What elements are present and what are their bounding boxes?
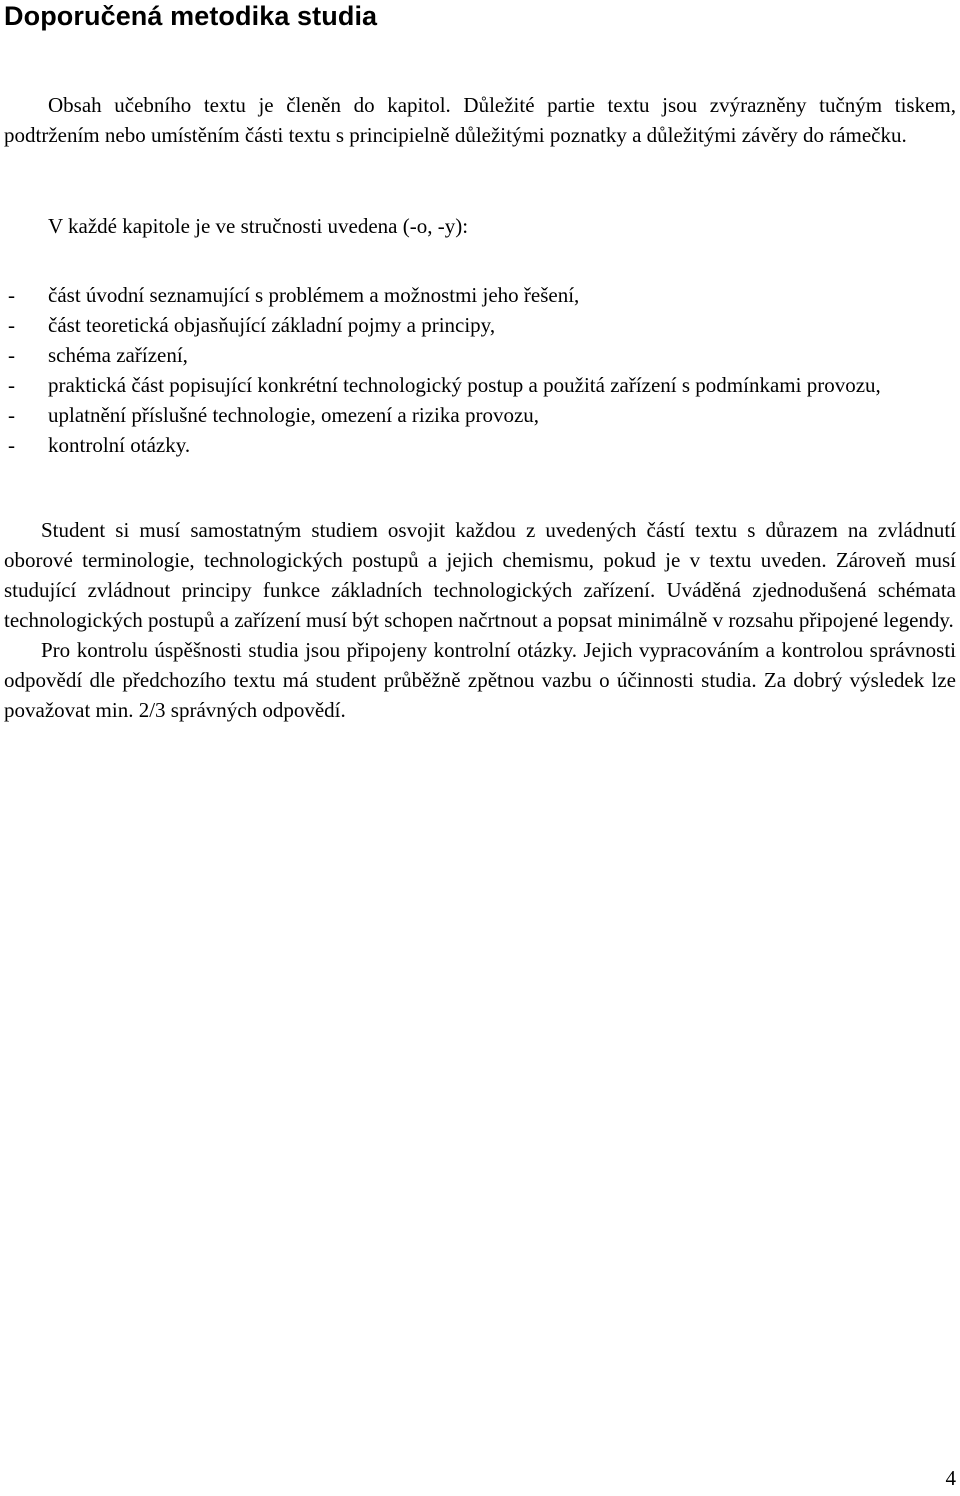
list-dash: - [8, 373, 15, 397]
page-title: Doporučená metodika studia [4, 1, 378, 31]
list-dash: - [8, 283, 15, 307]
list-item-text: kontrolní otázky. [48, 433, 191, 457]
study-paragraph: Student si musí samostatným studiem osvojit každou z uvedených částí textu s důrazem na zvládnutí oborové terminologie, technologických postupů a jejich chemismu, pokud je v textu uveden. Zároveň musí studující zvládnout principy funkce základních technologických zařízení. Uváděná zjednodušená schémata technologických postupů a zařízení musí být schopen načrtnout a popsat minimálně v rozsahu připojené legendy. [4, 518, 956, 632]
list-dash: - [8, 403, 15, 427]
list-dash: - [8, 343, 15, 367]
list-item-text: uplatnění příslušné technologie, omezení a rizika provozu, [48, 403, 540, 427]
list-item [4, 310, 956, 340]
list-item-text: praktická část popisující konkrétní technologický postup a použitá zařízení s podmínkami provozu, [48, 373, 881, 397]
chapter-contents-list [4, 280, 956, 460]
list-intro: V každé kapitole je ve stručnosti uvedena (-o, -y): [48, 214, 469, 238]
study-instructions [4, 515, 956, 725]
list-item [4, 430, 956, 460]
list-item [4, 280, 956, 310]
page-number: 4 [945, 1466, 956, 1490]
list-item [4, 340, 956, 370]
list-item-text: schéma zařízení, [48, 343, 188, 367]
list-item-text: část teoretická objasňující základní pojmy a principy, [48, 313, 496, 337]
intro-paragraph: Obsah učebního textu je členěn do kapitol. Důležité partie textu jsou zvýrazněny tučným tiskem, podtržením nebo umístěním části textu s principielně důležitými poznatky a důležitými závěry do rámečku. [4, 93, 956, 147]
list-item [4, 370, 956, 400]
control-questions-paragraph: Pro kontrolu úspěšnosti studia jsou připojeny kontrolní otázky. Jejich vypracováním a kontrolou správnosti odpovědí dle předchozího textu má student průběžně zpětnou vazbu o účinnosti studia. Za dobrý výsledek lze považovat min. 2/3 správných odpovědí. [4, 638, 956, 722]
list-dash: - [8, 433, 15, 457]
list-dash: - [8, 313, 15, 337]
list-item-text: část úvodní seznamující s problémem a možnostmi jeho řešení, [48, 283, 580, 307]
list-item [4, 400, 956, 430]
